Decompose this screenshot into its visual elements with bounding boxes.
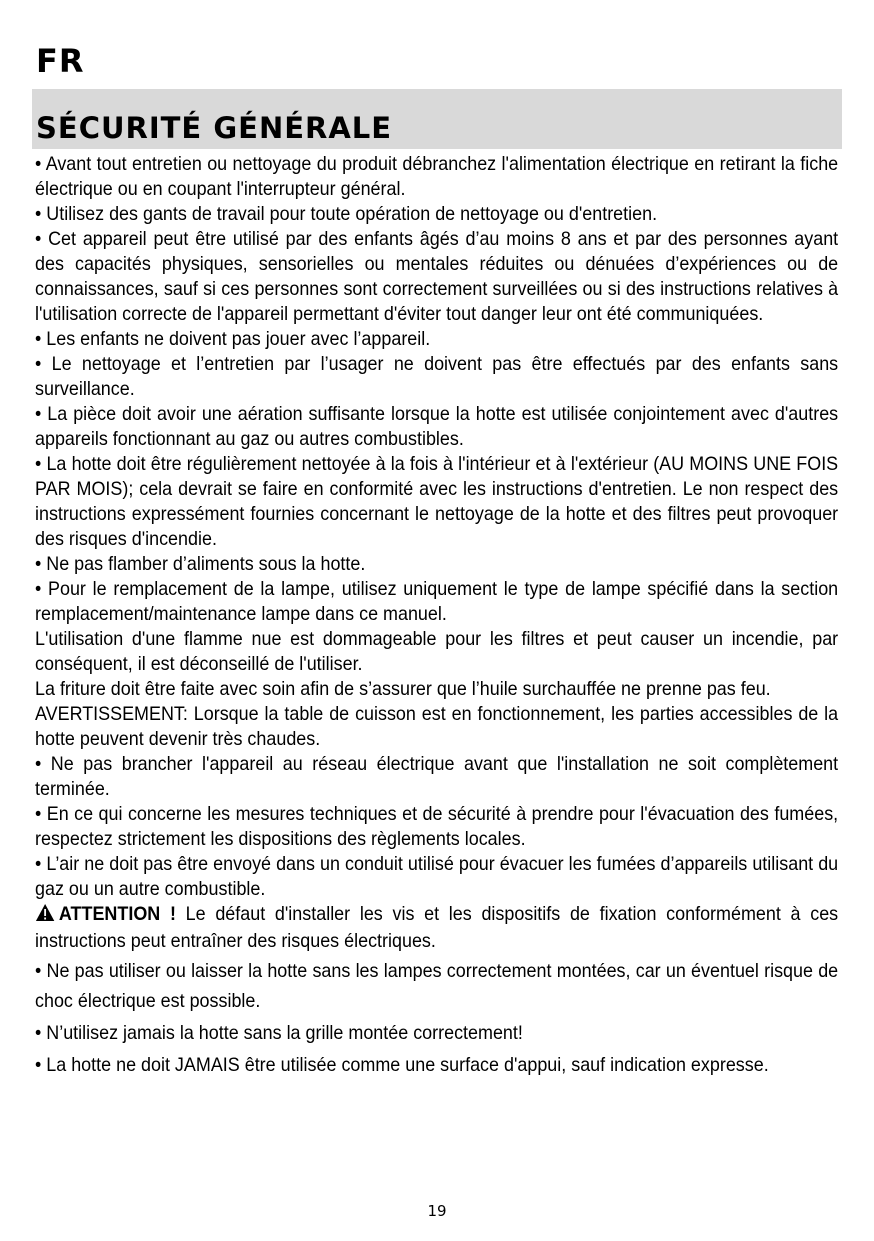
warning-triangle-icon (35, 903, 55, 929)
section-title-bar (32, 89, 842, 149)
safety-content (35, 152, 838, 1080)
paragraph: • La hotte doit être régulièrement nettoyée à la fois à l'intérieur et à l'extérieur (AU MOINS UNE FOIS PAR MOIS); cela devrait se faire en conformité avec les instructions d'entretien. Le non respect des instructions expressément fournies concernant le nettoyage de la hotte et des filtres peut provoquer des risques d'incendie. (35, 453, 839, 550)
paragraph: • Avant tout entretien ou nettoyage du produit débranchez l'alimentation électrique en retirant la fiche électrique ou en coupant l'interrupteur général. (35, 153, 839, 200)
attention-label: ATTENTION ! (58, 903, 176, 925)
paragraph: • La hotte ne doit JAMAIS être utilisée comme une surface d'appui, sauf indication expresse. (35, 1054, 769, 1076)
paragraph: • Ne pas flamber d’aliments sous la hotte. (35, 553, 366, 575)
language-code: FR (36, 42, 85, 80)
section-title: SÉCURITÉ GÉNÉRALE (36, 111, 393, 145)
paragraph: • Ne pas utiliser ou laisser la hotte sans les lampes correctement montées, car un éventuel risque de choc électrique est possible. (35, 960, 839, 1012)
paragraph: • Le nettoyage et l’entretien par l’usager ne doivent pas être effectués par des enfants sans surveillance. (35, 353, 839, 400)
paragraph: • En ce qui concerne les mesures techniques et de sécurité à prendre pour l'évacuation des fumées, respectez strictement les dispositions des règlements locales. (35, 803, 839, 850)
paragraph: • Les enfants ne doivent pas jouer avec l’appareil. (35, 328, 431, 350)
paragraph: AVERTISSEMENT: Lorsque la table de cuisson est en fonctionnement, les parties accessibles de la hotte peuvent devenir très chaudes. (35, 703, 839, 750)
attention-paragraph (35, 902, 838, 954)
paragraph: • Pour le remplacement de la lampe, utilisez uniquement le type de lampe spécifié dans la section remplacement/maintenance lampe dans ce manuel. (35, 578, 839, 625)
paragraph: • N’utilisez jamais la hotte sans la grille montée correctement! (35, 1022, 523, 1044)
paragraph: • Cet appareil peut être utilisé par des enfants âgés d’au moins 8 ans et par des personnes ayant des capacités physiques, sensorielles ou mentales réduites ou dénuées d’expériences ou de connaissances, sauf si ces personnes sont correctement surveillées ou si des instructions relatives à l'utilisation correcte de l'appareil permettant d'éviter tout danger leur ont été communiquées. (35, 228, 839, 325)
attention-text: Le défaut d'installer les vis et les dispositifs de fixation conformément à ces instructions peut entraîner des risques électriques. (35, 903, 839, 952)
paragraph: La friture doit être faite avec soin afin de s’assurer que l’huile surchauffée ne prenne pas feu. (35, 678, 771, 700)
paragraph: • Utilisez des gants de travail pour toute opération de nettoyage ou d'entretien. (35, 203, 658, 225)
paragraph: • L’air ne doit pas être envoyé dans un conduit utilisé pour évacuer les fumées d’appareils utilisant du gaz ou un autre combustible. (35, 853, 839, 900)
paragraph: • La pièce doit avoir une aération suffisante lorsque la hotte est utilisée conjointement avec d'autres appareils fonctionnant au gaz ou autres combustibles. (35, 403, 839, 450)
page-number: 19 (427, 1202, 447, 1220)
paragraph: L'utilisation d'une flamme nue est dommageable pour les filtres et peut causer un incendie, par conséquent, il est déconseillé de l'utiliser. (35, 628, 839, 675)
paragraph: • Ne pas brancher l'appareil au réseau électrique avant que l'installation ne soit complètement terminée. (35, 753, 839, 800)
